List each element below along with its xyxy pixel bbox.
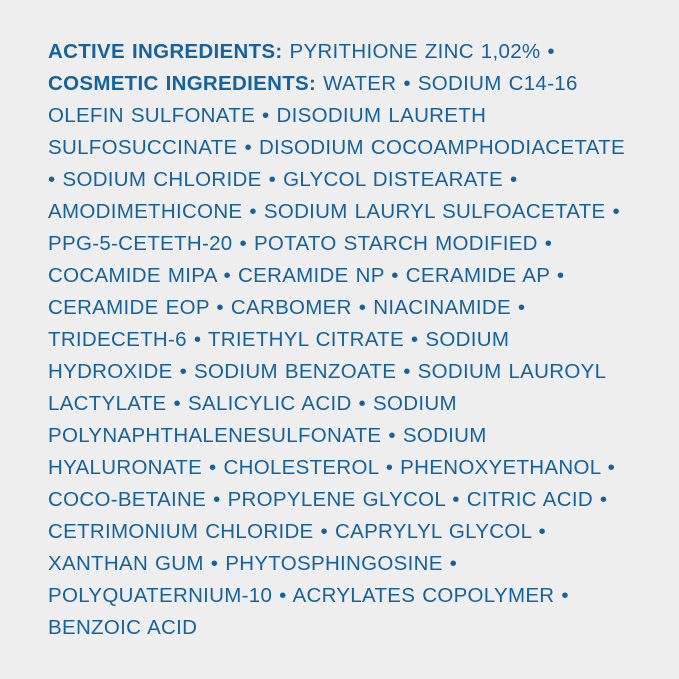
- ingredients-list: [48, 36, 631, 644]
- active-ingredients-heading: ACTIVE INGREDIENTS:: [48, 40, 283, 63]
- cosmetic-ingredients-heading: COSMETIC INGREDIENTS:: [48, 72, 317, 95]
- active-ingredients-body: PYRITHIONE ZINC 1,02% •: [289, 40, 555, 63]
- cosmetic-ingredients-body: WATER • SODIUM C14-16 OLEFIN SULFONATE • DISODIUM LAURETH SULFOSUCCINATE • DISODIUM COCOAMPHODIACETATE • SODIUM CHLORIDE • GLYCOL DISTEARATE • AMODIMETHICONE • SODIUM LAURYL SULFOACETATE • PPG-5-CETETH-20 • POTATO STARCH MODIFIED • COCAMIDE MIPA • CERAMIDE NP • CERAMIDE AP • CERAMIDE EOP • CARBOMER • NIACINAMIDE • TRIDECETH-6 • TRIETHYL CITRATE • SODIUM HYDROXIDE • SODIUM BENZOATE • SODIUM LAUROYL LACTYLATE • SALICYLIC ACID • SODIUM POLYNAPHTHALENESULFONATE • SODIUM HYALURONATE • CHOLESTEROL • PHENOXYETHANOL • COCO-BETAINE • PROPYLENE GLYCOL • CITRIC ACID • CETRIMONIUM CHLORIDE • CAPRYLYL GLYCOL • XANTHAN GUM • PHYTOSPHINGOSINE • POLYQUATERNIUM-10 • ACRYLATES COPOLYMER • BENZOIC ACID: [48, 72, 625, 639]
